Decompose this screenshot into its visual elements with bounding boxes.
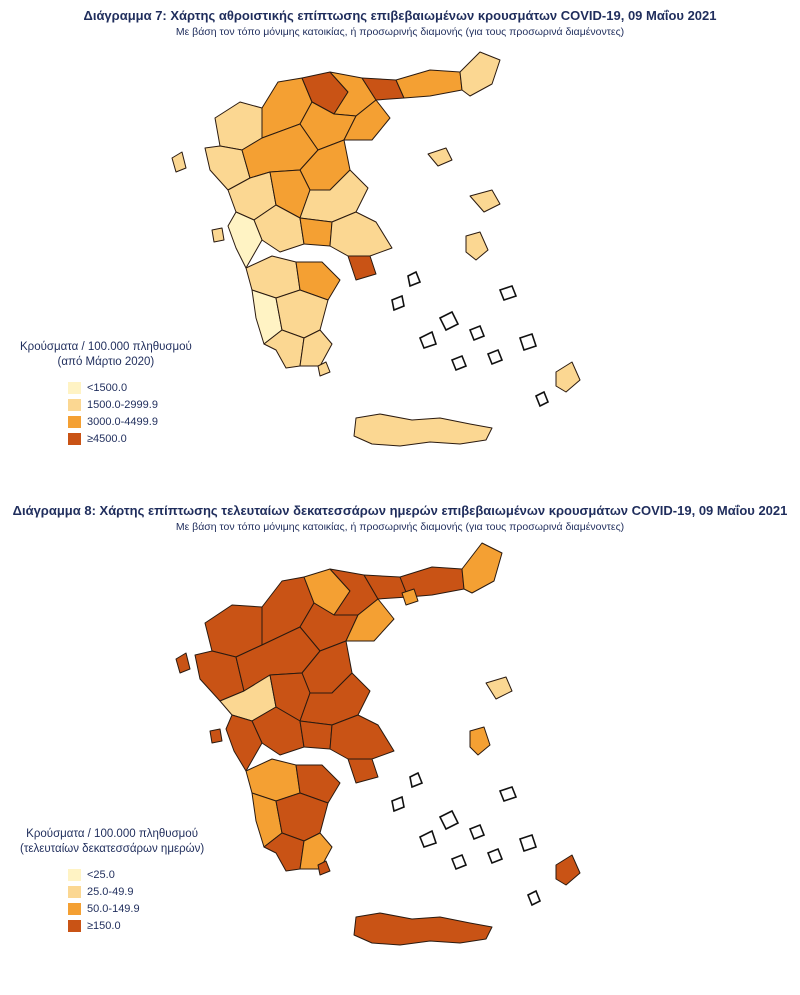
legend-swatch [68,920,81,932]
map-region [212,228,224,242]
island-outline [536,392,548,406]
legend-swatch [68,903,81,915]
diagram-7-panel [0,0,800,490]
island-outline [488,849,502,863]
map-region [486,677,512,699]
diagram-8-panel [0,495,800,995]
legend-swatch [68,433,81,445]
map-region [354,913,492,945]
legend-swatch [68,886,81,898]
island-outline [440,811,458,829]
island-outline [500,787,516,801]
legend-item: 25.0-49.9 [68,883,204,900]
legend-title: Κρούσματα / 100.000 πληθυσμού (τελευταίων δεκατεσσάρων ημερών) [20,828,205,855]
diagram-8-subtitle: Με βάση τον τόπο μόνιμης κατοικίας, ή προσωρινής διαμονής (για τους προσωρινά διαμένοντες) [175,521,625,533]
island-outline [470,326,484,340]
map-region [462,543,502,593]
map-region [460,52,500,96]
map-region [330,715,394,759]
map-region [466,232,488,260]
legend-item: ≥4500.0 [68,430,192,447]
island-outline [420,831,436,847]
legend-item: 50.0-149.9 [68,900,204,917]
map-region [176,653,190,673]
island-outline [520,835,536,851]
legend-swatch [68,869,81,881]
map-region [354,414,492,446]
map-region [348,759,378,783]
legend-title: Κρούσματα / 100.000 πληθυσμού (από Μάρτιο 2020) [20,341,192,368]
legend-item: 1500.0-2999.9 [68,396,192,413]
island-outline [410,773,422,787]
legend-item: <25.0 [68,866,204,883]
island-outline [452,356,466,370]
legend-swatch [68,399,81,411]
diagram-7-title: Διάγραμμα 7: Χάρτης αθροιστικής επίπτωσης επιβεβαιωμένων κρουσμάτων COVID-19, 09 Μαΐου 2021 [83,8,717,23]
island-outline [500,286,516,300]
legend-swatch [68,416,81,428]
map-region [470,727,490,755]
diagram-7-subtitle: Με βάση τον τόπο μόνιμης κατοικίας, ή προσωρινής διαμονής (για τους προσωρινά διαμένοντες) [175,26,625,38]
legend-item: <1500.0 [68,379,192,396]
diagram-7-legend [20,340,192,447]
map-region [172,152,186,172]
map-region [556,855,580,885]
island-outline [392,296,404,310]
legend-item: ≥150.0 [68,917,204,934]
map-region [428,148,452,166]
island-outline [408,272,420,286]
island-outline [420,332,436,348]
map-region [300,218,332,246]
map-region [210,729,222,743]
map-region [348,256,376,280]
island-outline [440,312,458,330]
map-region [556,362,580,392]
map-region [470,190,500,212]
island-outline [520,334,536,350]
legend-swatch [68,382,81,394]
legend-item: 3000.0-4499.9 [68,413,192,430]
island-outline [488,350,502,364]
map-region [300,721,332,749]
island-outline [528,891,540,905]
island-outline [452,855,466,869]
map-region [396,70,462,98]
island-outline [470,825,484,839]
map-region [330,212,392,256]
diagram-8-title: Διάγραμμα 8: Χάρτης επίπτωσης τελευταίων δεκατεσσάρων ημερών επιβεβαιωμένων κρουσμάτων COVID-19, 09 Μαΐου 2021 [12,503,788,518]
island-outline [392,797,404,811]
diagram-8-legend [20,827,204,934]
